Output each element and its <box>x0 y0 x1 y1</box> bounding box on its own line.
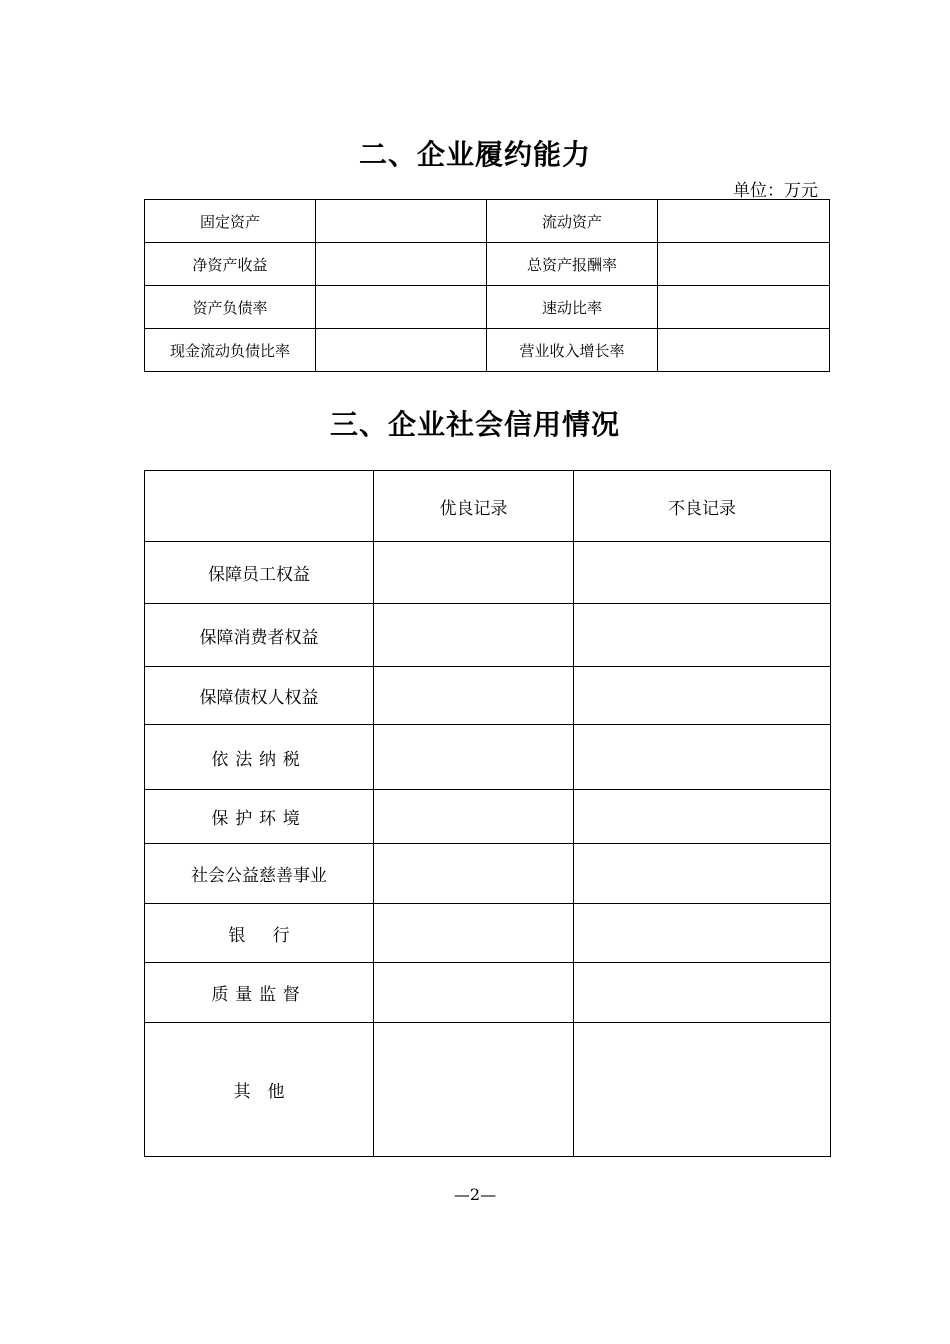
table-row <box>145 604 831 667</box>
header-cell <box>145 471 374 542</box>
good-record-cell[interactable] <box>374 725 574 790</box>
section3-title: 三、企业社会信用情况 <box>329 408 620 441</box>
table-row <box>145 904 831 963</box>
table-row <box>145 667 831 725</box>
bad-record-cell[interactable] <box>574 604 831 667</box>
header-cell: 优良记录 <box>374 471 574 542</box>
bad-record-cell[interactable] <box>574 667 831 725</box>
page-number: —2— <box>453 1185 497 1204</box>
table-row <box>145 329 830 372</box>
value-cell[interactable] <box>658 329 830 372</box>
performance-capacity-table <box>144 199 830 372</box>
table-row <box>145 200 830 243</box>
row-label: 现金流动负债比率 <box>145 329 316 372</box>
good-record-cell[interactable] <box>374 667 574 725</box>
row-label: 质量监督 <box>145 963 374 1023</box>
bad-record-cell[interactable] <box>574 963 831 1023</box>
bad-record-cell[interactable] <box>574 790 831 844</box>
value-cell[interactable] <box>316 286 487 329</box>
row-label: 速动比率 <box>487 286 658 329</box>
good-record-cell[interactable] <box>374 904 574 963</box>
value-cell[interactable] <box>658 200 830 243</box>
value-cell[interactable] <box>316 329 487 372</box>
row-label: 流动资产 <box>487 200 658 243</box>
table-header-row <box>145 471 831 542</box>
bad-record-cell[interactable] <box>574 725 831 790</box>
unit-label: 单位：万元 <box>733 181 818 201</box>
row-label: 保障债权人权益 <box>145 667 374 725</box>
good-record-cell[interactable] <box>374 790 574 844</box>
table-row <box>145 286 830 329</box>
good-record-cell[interactable] <box>374 542 574 604</box>
table-row <box>145 844 831 904</box>
good-record-cell[interactable] <box>374 1023 574 1157</box>
bad-record-cell[interactable] <box>574 542 831 604</box>
table-row <box>145 243 830 286</box>
good-record-cell[interactable] <box>374 604 574 667</box>
bad-record-cell[interactable] <box>574 1023 831 1157</box>
value-cell[interactable] <box>658 286 830 329</box>
social-credit-table <box>144 470 831 1157</box>
value-cell[interactable] <box>316 243 487 286</box>
value-cell[interactable] <box>316 200 487 243</box>
row-label: 保障员工权益 <box>145 542 374 604</box>
row-label: 固定资产 <box>145 200 316 243</box>
row-label: 总资产报酬率 <box>487 243 658 286</box>
row-label: 依法纳税 <box>145 725 374 790</box>
table-row <box>145 542 831 604</box>
row-label: 银行 <box>145 904 374 963</box>
table-row <box>145 963 831 1023</box>
table-row <box>145 1023 831 1157</box>
section2-title: 二、企业履约能力 <box>358 138 591 171</box>
good-record-cell[interactable] <box>374 844 574 904</box>
good-record-cell[interactable] <box>374 963 574 1023</box>
row-label: 净资产收益 <box>145 243 316 286</box>
row-label: 其他 <box>145 1023 374 1157</box>
row-label: 保障消费者权益 <box>145 604 374 667</box>
table-row <box>145 790 831 844</box>
row-label: 保护环境 <box>145 790 374 844</box>
table-row <box>145 725 831 790</box>
value-cell[interactable] <box>658 243 830 286</box>
row-label: 营业收入增长率 <box>487 329 658 372</box>
bad-record-cell[interactable] <box>574 844 831 904</box>
row-label: 社会公益慈善事业 <box>145 844 374 904</box>
bad-record-cell[interactable] <box>574 904 831 963</box>
row-label: 资产负债率 <box>145 286 316 329</box>
header-cell: 不良记录 <box>574 471 831 542</box>
